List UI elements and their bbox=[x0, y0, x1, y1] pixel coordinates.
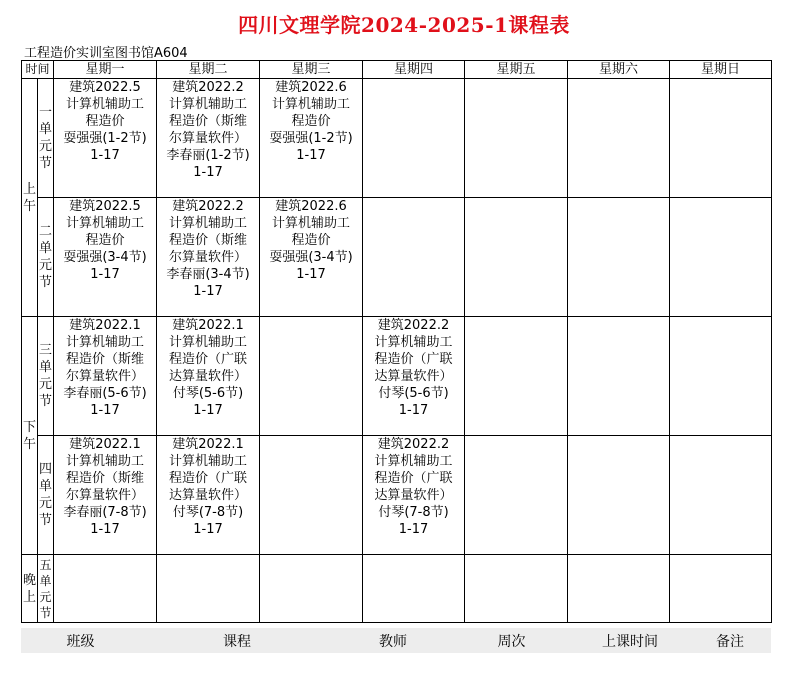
footer-course: 课程 bbox=[223, 633, 251, 650]
cell-u2-wed[interactable]: 建筑2022.6 计算机辅助工 程造价 耍强强(3-4节) 1-17 bbox=[260, 198, 363, 317]
cell-u4-thu[interactable]: 建筑2022.2 计算机辅助工 程造价（广联 达算量软件） 付琴(7-8节) 1-17 bbox=[363, 436, 465, 555]
cell-u3-thu[interactable]: 建筑2022.2 计算机辅助工 程造价（广联 达算量软件） 付琴(5-6节) 1-17 bbox=[363, 317, 465, 436]
footer-notes: 备注 bbox=[716, 633, 744, 650]
cell-u2-tue[interactable]: 建筑2022.2 计算机辅助工 程造价（斯维 尔算量软件） 李春丽(3-4节) 1-17 bbox=[157, 198, 260, 317]
cell-u2-thu[interactable] bbox=[363, 198, 465, 317]
cell-u5-tue[interactable] bbox=[157, 555, 260, 623]
schedule-table bbox=[21, 60, 772, 623]
cell-u1-fri[interactable] bbox=[465, 79, 568, 198]
row-unit-4 bbox=[22, 436, 772, 555]
cell-u5-thu[interactable] bbox=[363, 555, 465, 623]
header-day-sun: 星期日 bbox=[670, 61, 772, 79]
cell-u1-thu[interactable] bbox=[363, 79, 465, 198]
header-day-tue: 星期二 bbox=[157, 61, 260, 79]
cell-u3-mon[interactable]: 建筑2022.1 计算机辅助工 程造价（斯维 尔算量软件） 李春丽(5-6节) 1-17 bbox=[54, 317, 157, 436]
cell-u2-sun[interactable] bbox=[670, 198, 772, 317]
footer-class: 班级 bbox=[66, 633, 95, 650]
row-unit-3 bbox=[22, 317, 772, 436]
footer-teacher: 教师 bbox=[379, 633, 407, 650]
cell-u2-fri[interactable] bbox=[465, 198, 568, 317]
cell-u4-tue[interactable]: 建筑2022.1 计算机辅助工 程造价（广联 达算量软件） 付琴(7-8节) 1-17 bbox=[157, 436, 260, 555]
cell-u1-sat[interactable] bbox=[568, 79, 670, 198]
cell-u4-mon[interactable]: 建筑2022.1 计算机辅助工 程造价（斯维 尔算量软件） 李春丽(7-8节) 1-17 bbox=[54, 436, 157, 555]
cell-u4-sat[interactable] bbox=[568, 436, 670, 555]
cell-u1-mon[interactable]: 建筑2022.5 计算机辅助工 程造价 耍强强(1-2节) 1-17 bbox=[54, 79, 157, 198]
footer-time: 上课时间 bbox=[602, 633, 658, 650]
header-day-sat: 星期六 bbox=[568, 61, 670, 79]
cell-u1-tue[interactable]: 建筑2022.2 计算机辅助工 程造价（斯维 尔算量软件） 李春丽(1-2节) 1-17 bbox=[157, 79, 260, 198]
period-evening: 晚 上 bbox=[22, 555, 38, 623]
period-afternoon: 下 午 bbox=[22, 317, 38, 555]
page-title: 四川文理学院2024-2025-1课程表 bbox=[238, 13, 570, 37]
cell-u4-fri[interactable] bbox=[465, 436, 568, 555]
room-label: 工程造价实训室图书馆A604 bbox=[24, 46, 188, 61]
cell-u1-wed[interactable]: 建筑2022.6 计算机辅助工 程造价 耍强强(1-2节) 1-17 bbox=[260, 79, 363, 198]
unit-4-label: 四 单 元 节 bbox=[38, 436, 54, 555]
row-unit-1 bbox=[22, 79, 772, 198]
period-morning: 上 午 bbox=[22, 79, 38, 317]
row-unit-2 bbox=[22, 198, 772, 317]
cell-u3-sat[interactable] bbox=[568, 317, 670, 436]
header-day-mon: 星期一 bbox=[54, 61, 157, 79]
cell-u5-wed[interactable] bbox=[260, 555, 363, 623]
cell-u3-sun[interactable] bbox=[670, 317, 772, 436]
footer-weeks: 周次 bbox=[497, 633, 526, 650]
cell-u5-sat[interactable] bbox=[568, 555, 670, 623]
cell-u2-sat[interactable] bbox=[568, 198, 670, 317]
cell-u3-tue[interactable]: 建筑2022.1 计算机辅助工 程造价（广联 达算量软件） 付琴(5-6节) 1-17 bbox=[157, 317, 260, 436]
row-unit-5 bbox=[22, 555, 772, 623]
unit-2-label: 二 单 元 节 bbox=[38, 198, 54, 317]
cell-u3-fri[interactable] bbox=[465, 317, 568, 436]
cell-u4-sun[interactable] bbox=[670, 436, 772, 555]
header-time: 时间 bbox=[22, 61, 54, 79]
header-row bbox=[22, 61, 772, 79]
cell-u5-sun[interactable] bbox=[670, 555, 772, 623]
footer-legend bbox=[21, 628, 771, 653]
header-day-thu: 星期四 bbox=[363, 61, 465, 79]
cell-u3-wed[interactable] bbox=[260, 317, 363, 436]
unit-3-label: 三 单 元 节 bbox=[38, 317, 54, 436]
header-day-fri: 星期五 bbox=[465, 61, 568, 79]
cell-u1-sun[interactable] bbox=[670, 79, 772, 198]
cell-u5-fri[interactable] bbox=[465, 555, 568, 623]
header-day-wed: 星期三 bbox=[260, 61, 363, 79]
cell-u2-mon[interactable]: 建筑2022.5 计算机辅助工 程造价 耍强强(3-4节) 1-17 bbox=[54, 198, 157, 317]
unit-1-label: 一 单 元 节 bbox=[38, 79, 54, 198]
cell-u5-mon[interactable] bbox=[54, 555, 157, 623]
cell-u4-wed[interactable] bbox=[260, 436, 363, 555]
unit-5-label: 五 单 元 节 bbox=[38, 555, 54, 623]
